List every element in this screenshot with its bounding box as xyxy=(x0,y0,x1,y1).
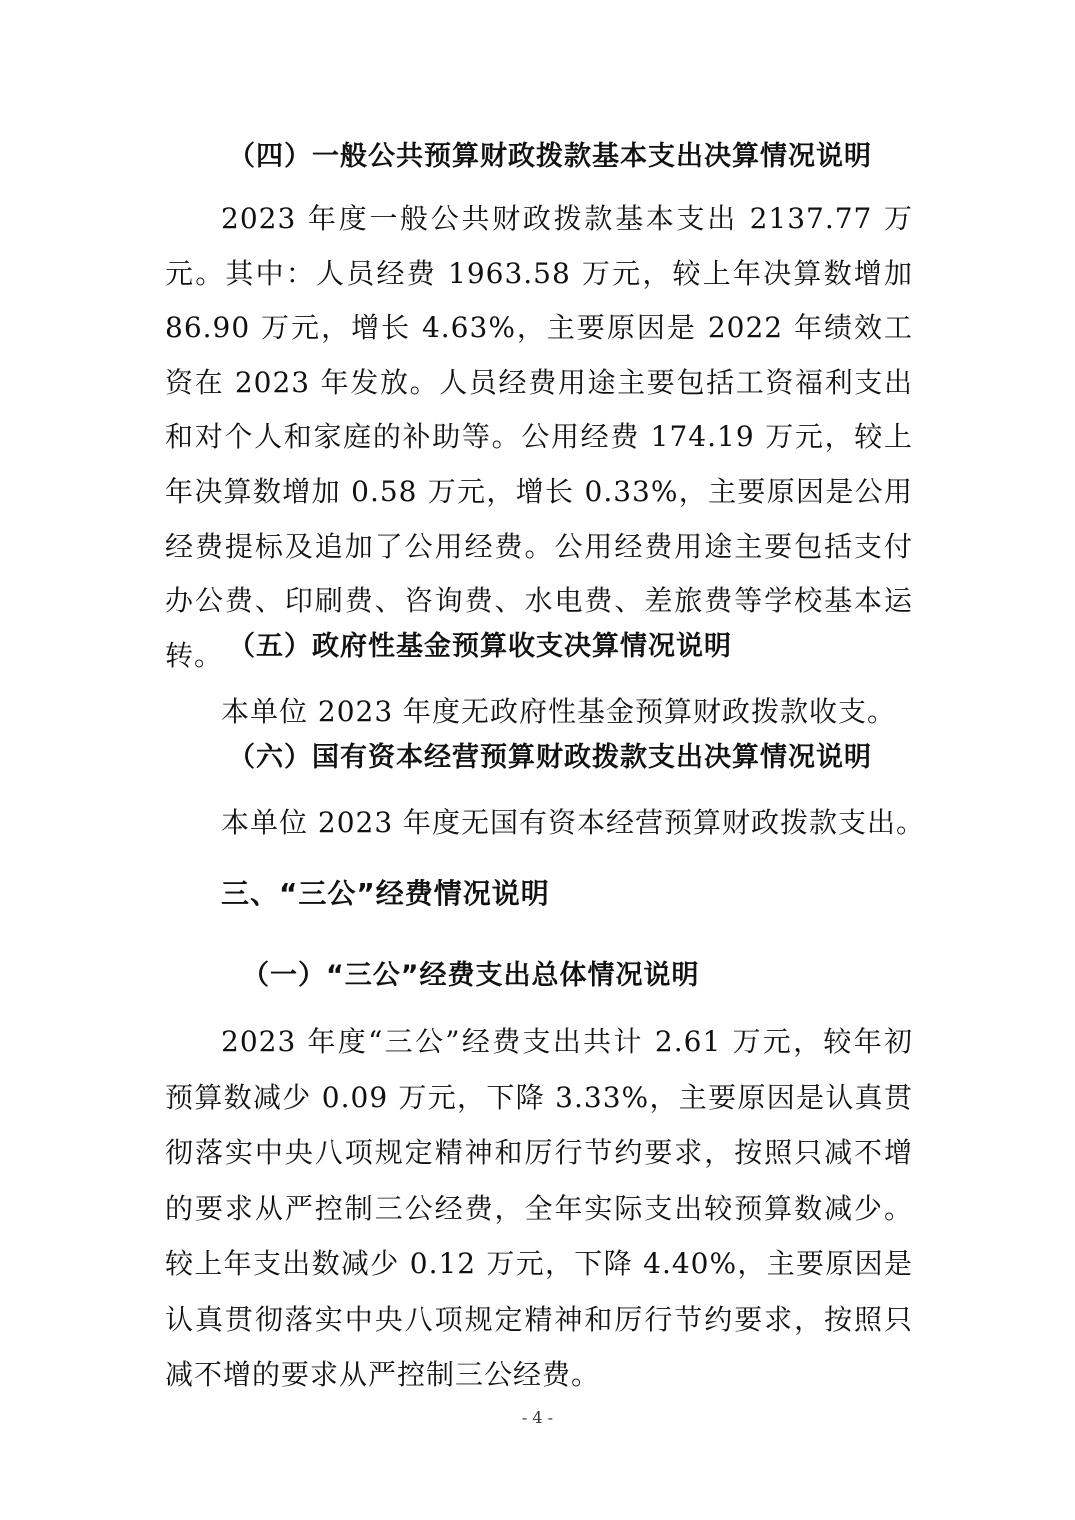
section-four-body: 2023 年度一般公共财政拨款基本支出 2137.77 万元。其中：人员经费 1963.58 万元，较上年决算数增加 86.90 万元，增长 4.63%，主要原因是 2022 年绩效工资在 2023 年发放。人员经费用途主要包括工资福利支出和对个人和家庭的补助等。公用经费 174.19 万元，较上年决算数增加 0.58 万元，增长 0.33%，主要原因是公用经费提标及追加了公用经费。公用经费用途主要包括支付办公费、印刷费、咨询费、水电费、差旅费等学校基本运转。 xyxy=(165,202,913,672)
section-five-body: 本单位 2023 年度无政府性基金预算财政拨款收支。 xyxy=(221,695,897,728)
section-six-body: 本单位 2023 年度无国有资本经营预算财政拨款支出。 xyxy=(221,806,926,839)
page-number: - 4 - xyxy=(521,1408,554,1427)
section-five-heading: （五）政府性基金预算收支决算情况说明 xyxy=(228,631,732,662)
section-six-heading: （六）国有资本经营预算财政拨款支出决算情况说明 xyxy=(228,742,872,773)
section-four-heading: （四）一般公共预算财政拨款基本支出决算情况说明 xyxy=(228,141,872,172)
part-three-section-one-body: 2023 年度“三公”经费支出共计 2.61 万元，较年初预算数减少 0.09 万元，下降 3.33%，主要原因是认真贯彻落实中央八项规定精神和厉行节约要求，按照只减不增的要求从严控制三公经费，全年实际支出较预算数减少。较上年支出数减少 0.12 万元，下降 4.40%，主要原因是认真贯彻落实中央八项规定精神和厉行节约要求，按照只减不增的要求从严控制三公经费。 xyxy=(165,1025,913,1391)
part-three-section-one-heading: （一）“三公”经费支出总体情况说明 xyxy=(242,960,700,991)
part-three-heading: 三、“三公”经费情况说明 xyxy=(221,877,550,910)
